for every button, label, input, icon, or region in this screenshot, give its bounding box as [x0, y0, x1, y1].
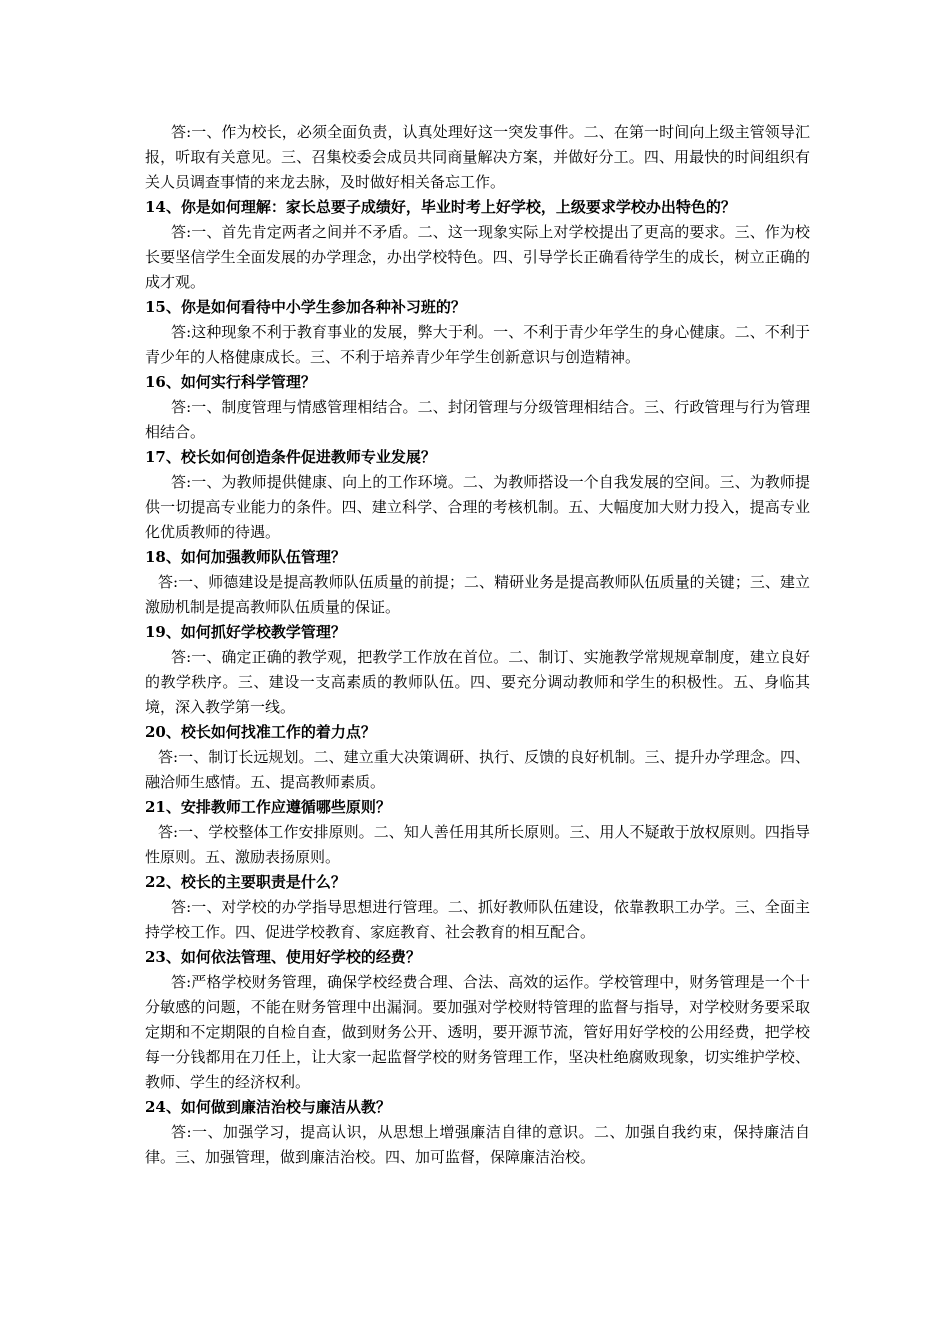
answer-14: 答:一、首先肯定两者之间并不矛盾。二、这一现象实际上对学校提出了更高的要求。三、作为校长要坚信学生全面发展的办学理念，办出学校特色。四、引导学长正确看待学生的成长，树立正确的成才观。	[145, 223, 810, 291]
question-15: 15、你是如何看待中小学生参加各种补习班的？	[145, 298, 466, 316]
answer-19: 答:一、确定正确的教学观，把教学工作放在首位。二、制订、实施教学常规规章制度，建立良好的教学秩序。三、建设一支高素质的教师队伍。四、要充分调动教师和学生的积极性。五、身临其境，深入教学第一线。	[145, 648, 810, 716]
answer-13: 答:一、作为校长，必须全面负责，认真处理好这一突发事件。二、在第一时间向上级主管领导汇报，听取有关意见。三、召集校委会成员共同商量解决方案，并做好分工。四、用最快的时间组织有关人员调查事情的来龙去脉，及时做好相关备忘工作。	[145, 123, 810, 191]
answer-23: 答:严格学校财务管理，确保学校经费合理、合法、高效的运作。学校管理中，财务管理是一个十分敏感的问题，不能在财务管理中出漏洞。要加强对学校财特管理的监督与指导，对学校财务要采取定期和不定期限的自检自查，做到财务公开、透明，要开源节流，管好用好学校的公用经费，把学校每一分钱都用在刀任上，让大家一起监督学校的财务管理工作，坚决杜绝腐败现象，切实维护学校、教师、学生的经济权利。	[145, 973, 810, 1091]
answer-22: 答:一、对学校的办学指导思想进行管理。二、抓好教师队伍建设，依靠教职工办学。三、全面主持学校工作。四、促进学校教育、家庭教育、社会教育的相互配合。	[145, 898, 810, 941]
question-24: 24、如何做到廉洁治校与廉洁从教？	[145, 1098, 391, 1116]
answer-24: 答:一、加强学习，提高认识，从思想上增强廉洁自律的意识。二、加强自我约束，保持廉洁自律。三、加强管理，做到廉洁治校。四、加可监督，保障廉洁治校。	[145, 1123, 810, 1166]
question-19: 19、如何抓好学校教学管理？	[145, 623, 346, 641]
question-22: 22、校长的主要职责是什么？	[145, 873, 346, 891]
question-17: 17、校长如何创造条件促进教师专业发展？	[145, 448, 436, 466]
document-page	[145, 120, 810, 1170]
question-23: 23、如何依法管理、使用好学校的经费？	[145, 948, 421, 966]
answer-15: 答:这种现象不利于教育事业的发展，弊大于利。一、不利于青少年学生的身心健康。二、不利于青少年的人格健康成长。三、不利于培养青少年学生创新意识与创造精神。	[145, 323, 810, 366]
answer-20: 答:一、制订长远规划。二、建立重大决策调研、执行、反馈的良好机制。三、提升办学理念。四、融洽师生感情。五、提高教师素质。	[145, 748, 810, 791]
question-20: 20、校长如何找准工作的着力点？	[145, 723, 376, 741]
question-18: 18、如何加强教师队伍管理？	[145, 548, 346, 566]
answer-21: 答:一、学校整体工作安排原则。二、知人善任用其所长原则。三、用人不疑敢于放权原则。四指导性原则。五、激励表扬原则。	[145, 823, 810, 866]
question-16: 16、如何实行科学管理？	[145, 373, 316, 391]
answer-17: 答:一、为教师提供健康、向上的工作环境。二、为教师搭设一个自我发展的空间。三、为教师提供一切提高专业能力的条件。四、建立科学、合理的考核机制。五、大幅度加大财力投入，提高专业化优质教师的待遇。	[145, 473, 810, 541]
answer-16: 答:一、制度管理与情感管理相结合。二、封闭管理与分级管理相结合。三、行政管理与行为管理相结合。	[145, 398, 810, 441]
question-14: 14、你是如何理解：家长总要子成绩好，毕业时考上好学校，上级要求学校办出特色的？	[145, 198, 736, 216]
answer-18: 答:一、师德建设是提高教师队伍质量的前提；二、精研业务是提高教师队伍质量的关键；三、建立激励机制是提高教师队伍质量的保证。	[145, 573, 810, 616]
question-21: 21、安排教师工作应遵循哪些原则？	[145, 798, 391, 816]
